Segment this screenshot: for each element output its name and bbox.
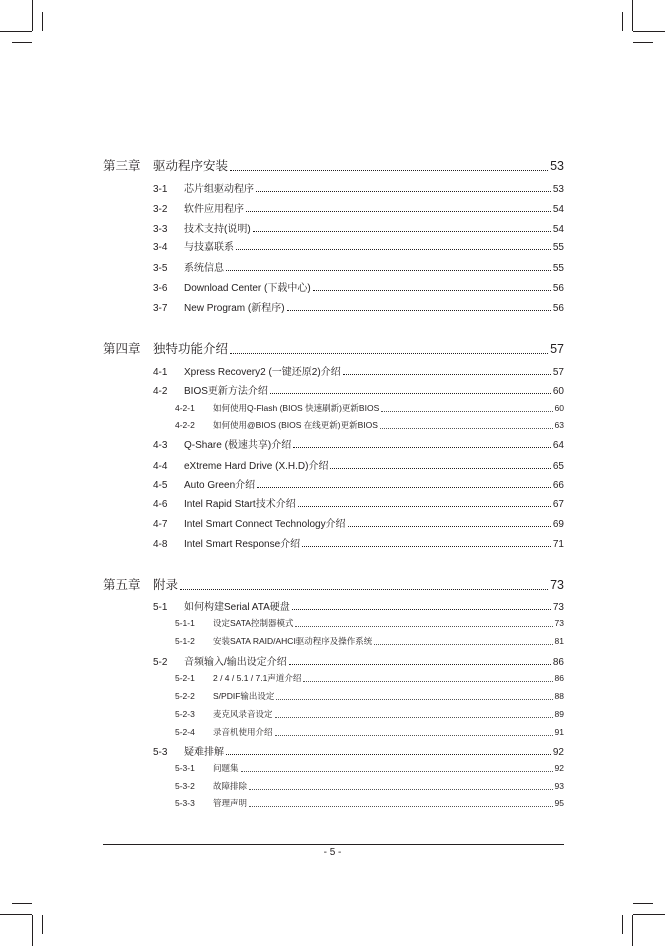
toc-title: 安装SATA RAID/AHCI驱动程序及操作系统 [213,636,373,646]
toc-page: 60 [554,403,564,413]
toc-page: 54 [552,204,564,215]
dot-leader [226,270,551,271]
toc-subsection[interactable] [175,672,564,684]
toc-number: 第四章 [103,342,141,356]
toc-section[interactable] [153,180,564,195]
toc-page: 64 [552,440,564,451]
dot-leader [241,771,553,772]
dot-leader [246,211,551,212]
dot-leader [293,447,551,448]
dot-leader [230,353,548,354]
dot-leader [230,170,548,171]
dot-leader [289,664,551,665]
toc-page: 53 [550,159,564,173]
crop-mark [0,914,32,915]
toc-title: 疑难排解 [184,747,224,758]
toc-number: 5-2-2 [175,691,195,701]
toc-page: 57 [550,342,564,356]
toc-number: 5-2-4 [175,727,195,737]
crop-mark [42,915,43,934]
toc-section[interactable] [153,743,564,758]
toc-number: 4-2-2 [175,420,195,430]
crop-mark [633,31,665,32]
toc-section[interactable] [153,598,564,613]
toc-page: 86 [554,673,564,683]
crop-mark [622,915,623,934]
toc-number: 5-2-1 [175,673,195,683]
crop-mark [633,42,653,43]
toc-number: 5-1-2 [175,636,195,646]
crop-mark [12,903,32,904]
toc-number: 4-3 [153,440,168,451]
toc-page: 73 [550,578,564,592]
dot-leader [303,681,552,682]
dot-leader [256,191,551,192]
toc-number: 第五章 [103,578,141,592]
toc-title: 音频输入/输出设定介绍 [184,657,287,668]
toc-page: 55 [552,263,564,274]
dot-leader [275,735,553,736]
toc-number: 4-6 [153,499,168,510]
toc-title: eXtreme Hard Drive (X.H.D)介绍 [184,461,329,472]
toc-page: 63 [554,420,564,430]
toc-section[interactable] [153,259,564,274]
toc-title: 问题集 [213,763,239,773]
toc-chapter[interactable] [103,575,564,593]
toc-section[interactable] [153,363,564,378]
toc-page: 73 [554,618,564,628]
toc-section[interactable] [153,436,564,451]
toc-title: Intel Smart Response介绍 [184,539,301,550]
toc-page: 60 [552,386,564,397]
toc-page: 56 [552,283,564,294]
toc-section[interactable] [153,495,564,510]
crop-mark [42,12,43,31]
dot-leader [380,428,553,429]
toc-title: S/PDIF输出设定 [213,691,275,701]
toc-number: 3-3 [153,224,168,235]
dot-leader [276,699,552,700]
toc-page: 73 [552,602,564,613]
dot-leader [257,487,551,488]
toc-number: 5-2 [153,657,168,668]
toc-number: 5-3-3 [175,798,195,808]
toc-chapter[interactable] [103,156,564,174]
toc-number: 3-4 [153,242,168,253]
page-number: - 5 - [323,847,342,858]
toc-title: 技术支持(说明) [184,224,251,235]
crop-mark [632,915,633,946]
toc-title: 如何使用Q-Flash (BIOS 快速刷新)更新BIOS [213,403,380,413]
toc-page: 86 [552,657,564,668]
crop-mark [633,914,665,915]
toc-title: 驱动程序安装 [153,159,229,173]
dot-leader [226,754,551,755]
toc-number: 3-2 [153,204,168,215]
toc-section[interactable] [153,220,564,235]
toc-page: 81 [554,636,564,646]
toc-number: 5-1-1 [175,618,195,628]
toc-title: 如何构建Serial ATA硬盘 [184,602,290,613]
toc-page: 71 [552,539,564,550]
toc-page: 69 [552,519,564,530]
toc-title: 与技嘉联系 [184,242,234,253]
toc-number: 4-8 [153,539,168,550]
toc-section[interactable] [153,515,564,530]
toc-number: 3-5 [153,263,168,274]
toc-page: 55 [552,242,564,253]
toc-number: 5-3-1 [175,763,195,773]
toc-page: 67 [552,499,564,510]
toc-section[interactable] [153,382,564,397]
dot-leader [374,644,552,645]
toc-title: New Program (新程序) [184,303,285,314]
toc-page: 95 [554,798,564,808]
dot-leader [313,290,551,291]
toc-title: 独特功能介绍 [153,342,229,356]
crop-mark [32,0,33,31]
toc-title: Intel Smart Connect Technology介绍 [184,519,346,530]
dot-leader [330,468,550,469]
toc-page: 89 [554,709,564,719]
toc-title: Xpress Recovery2 (一键还原2)介绍 [184,367,341,378]
toc-page: 92 [552,747,564,758]
toc-page: 66 [552,480,564,491]
toc-title: Download Center (下载中心) [184,283,311,294]
crop-mark [622,12,623,31]
toc-title: 录音机使用介绍 [213,727,273,737]
toc-page: 53 [552,184,564,195]
dot-leader [348,526,551,527]
crop-mark [633,903,653,904]
dot-leader [249,806,553,807]
footer-divider [103,844,564,845]
toc-title: 芯片组驱动程序 [184,184,254,195]
dot-leader [295,626,552,627]
toc-page: 88 [554,691,564,701]
toc-title: 如何使用@BIOS (BIOS 在线更新)更新BIOS [213,420,378,430]
toc-number: 5-2-3 [175,709,195,719]
toc-subsection[interactable] [175,708,564,720]
toc-number: 4-2-1 [175,403,195,413]
toc-section[interactable] [153,457,564,472]
toc-page: 92 [554,763,564,773]
dot-leader [253,231,551,232]
toc-number: 4-1 [153,367,168,378]
toc-title: 故障排除 [213,781,248,791]
toc-section[interactable] [153,200,564,215]
toc-number: 3-6 [153,283,168,294]
dot-leader [343,374,551,375]
toc-title: BIOS更新方法介绍 [184,386,268,397]
crop-mark [0,31,32,32]
dot-leader [298,506,551,507]
toc-subsection[interactable] [175,617,564,629]
toc-subsection[interactable] [175,726,564,738]
toc-number: 5-1 [153,602,168,613]
toc-number: 第三章 [103,159,141,173]
toc-title: Intel Rapid Start技术介绍 [184,499,296,510]
toc-number: 4-7 [153,519,168,530]
dot-leader [249,789,553,790]
dot-leader [236,249,551,250]
toc-number: 4-2 [153,386,168,397]
toc-section[interactable] [153,299,564,314]
toc-subsection[interactable] [175,402,564,414]
toc-title: 设定SATA控制器模式 [213,618,294,628]
dot-leader [292,609,551,610]
crop-mark [12,42,32,43]
dot-leader [180,589,548,590]
toc-number: 4-5 [153,480,168,491]
dot-leader [381,411,552,412]
dot-leader [287,310,551,311]
crop-mark [632,0,633,31]
toc-number: 3-7 [153,303,168,314]
toc-section[interactable] [153,653,564,668]
toc-number: 3-1 [153,184,168,195]
toc-title: 软件应用程序 [184,204,244,215]
dot-leader [275,717,553,718]
toc-page: 54 [552,224,564,235]
toc-title: 附录 [153,578,179,592]
toc-page: 93 [554,781,564,791]
toc-page: 91 [554,727,564,737]
toc-title: 管理声明 [213,798,248,808]
toc-section[interactable] [153,238,564,253]
toc-section[interactable] [153,535,564,550]
toc-title: 系统信息 [184,263,224,274]
toc-number: 5-3-2 [175,781,195,791]
toc-number: 4-4 [153,461,168,472]
toc-page: 65 [552,461,564,472]
toc-title: Q-Share (极速共享)介绍 [184,440,292,451]
toc-section[interactable] [153,476,564,491]
toc-title: 麦克风录音设定 [213,709,273,719]
toc-subsection[interactable] [175,780,564,792]
toc-subsection[interactable] [175,762,564,774]
toc-subsection[interactable] [175,419,564,431]
dot-leader [270,393,551,394]
toc-section[interactable] [153,279,564,294]
crop-mark [32,915,33,946]
toc-chapter[interactable] [103,339,564,357]
toc-subsection[interactable] [175,690,564,702]
toc-title: Auto Green介绍 [184,480,256,491]
toc-subsection[interactable] [175,635,564,647]
dot-leader [302,546,551,547]
toc-title: 2 / 4 / 5.1 / 7.1声道介绍 [213,673,302,683]
toc-page: 56 [552,303,564,314]
toc-subsection[interactable] [175,797,564,809]
toc-number: 5-3 [153,747,168,758]
toc-page: 57 [552,367,564,378]
